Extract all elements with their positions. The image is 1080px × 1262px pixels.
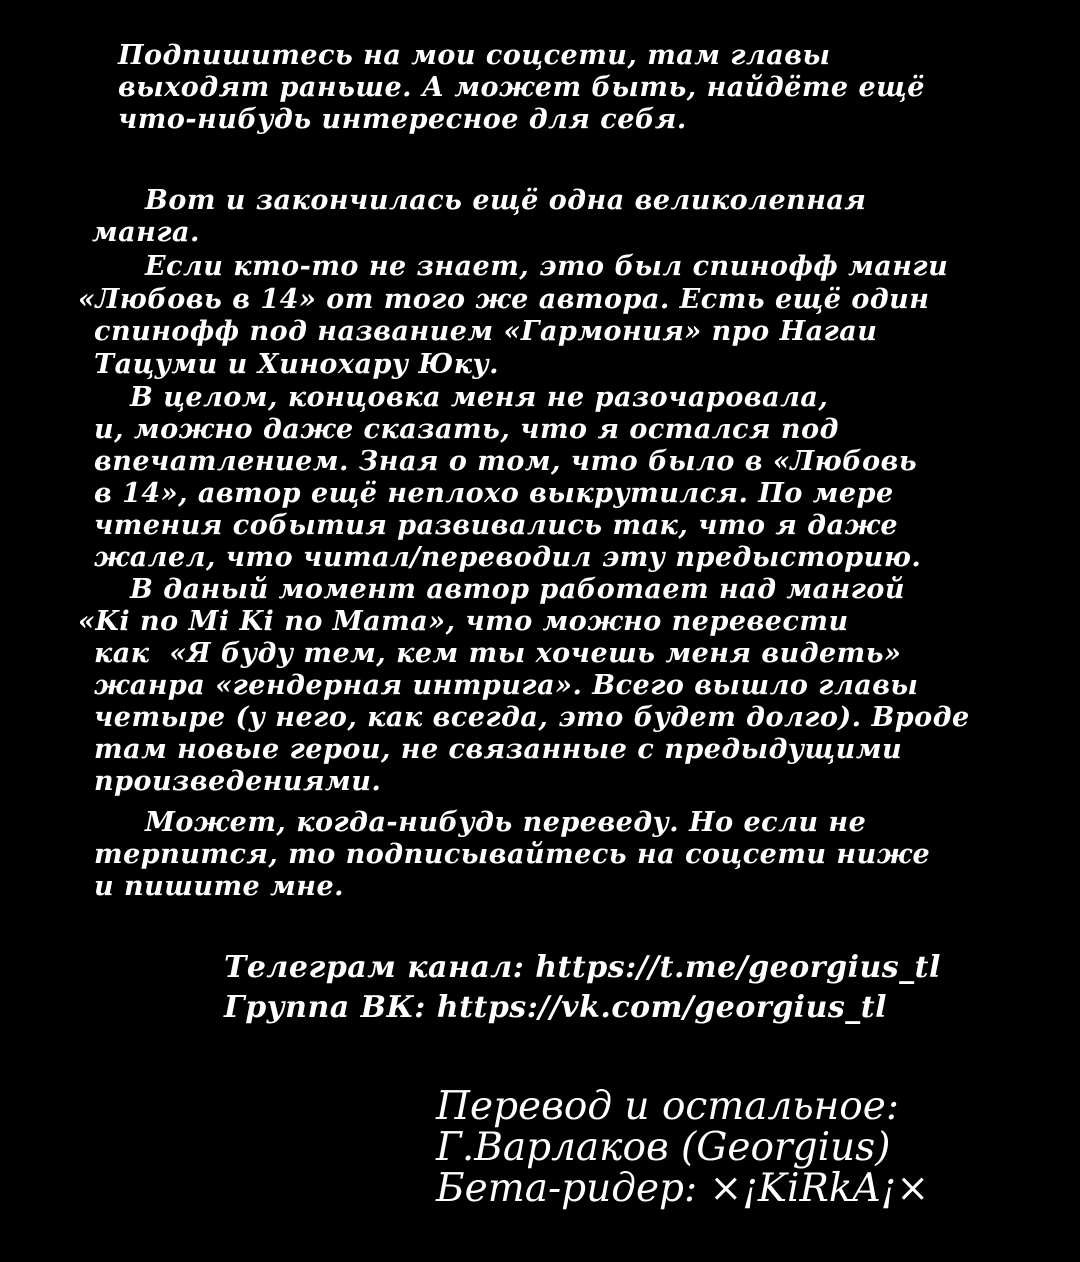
afterword-line: «Ki по Mi Ki по Mama», что можно перевести [78, 606, 849, 637]
afterword-line: В даный момент автор работает над мангой [130, 574, 906, 605]
credits-translator: Г.Варлаков (Georgius) [436, 1125, 891, 1170]
afterword-line: Может, когда-нибудь переведу. Но если не [145, 807, 867, 838]
afterword-line: жалел, что читал/переводил эту предысторию. [94, 542, 922, 573]
afterword-line: спинофф под названием «Гармония» про Нагаи [94, 316, 878, 347]
afterword-line: «Любовь в 14» от того же автора. Есть ещё один [78, 284, 930, 315]
intro-line: выходят раньше. А может быть, найдёте ещё [118, 72, 925, 103]
afterword-line: манга. [92, 217, 200, 248]
vk-link: Группа ВК: https://vk.com/georgius_tl [224, 990, 888, 1025]
afterword-line: Тацуми и Хинохару Юку. [94, 349, 500, 380]
afterword-line: там новые герои, не связанные с предыдущими [94, 734, 903, 765]
credits-beta-reader: Бета-ридер: ×¡KiRkA¡× [436, 1166, 930, 1211]
afterword-line: и пишите мне. [94, 871, 345, 902]
intro-line: что-нибудь интересное для себя. [118, 104, 687, 135]
afterword-line: как «Я буду тем, кем ты хочешь меня видеть» [94, 638, 902, 669]
telegram-link: Телеграм канал: https://t.me/georgius_tl [224, 950, 941, 985]
intro-line: Подпишитесь на мои соцсети, там главы [118, 40, 831, 71]
afterword-line: Вот и закончилась ещё одна великолепная [145, 185, 867, 216]
afterword-line: впечатлением. Зная о том, что было в «Любовь [94, 446, 918, 477]
afterword-line: произведениями. [94, 766, 382, 797]
afterword-line: В целом, концовка меня не разочаровала, [130, 382, 829, 413]
credits-translation: Перевод и остальное: [436, 1084, 899, 1129]
afterword-line: чтения события развивались так, что я даже [94, 510, 898, 541]
afterword-line: четыре (у него, как всегда, это будет долго). Вроде [94, 702, 970, 733]
afterword-line: Если кто-то не знает, это был спинофф манги [145, 251, 949, 282]
afterword-line: терпится, то подписывайтесь на соцсети ниже [94, 839, 931, 870]
afterword-line: и, можно даже сказать, что я остался под [94, 414, 839, 445]
afterword-line: в 14», автор ещё неплохо выкрутился. По мере [94, 478, 894, 509]
afterword-line: жанра «гендерная интрига». Всего вышло главы [94, 670, 919, 701]
